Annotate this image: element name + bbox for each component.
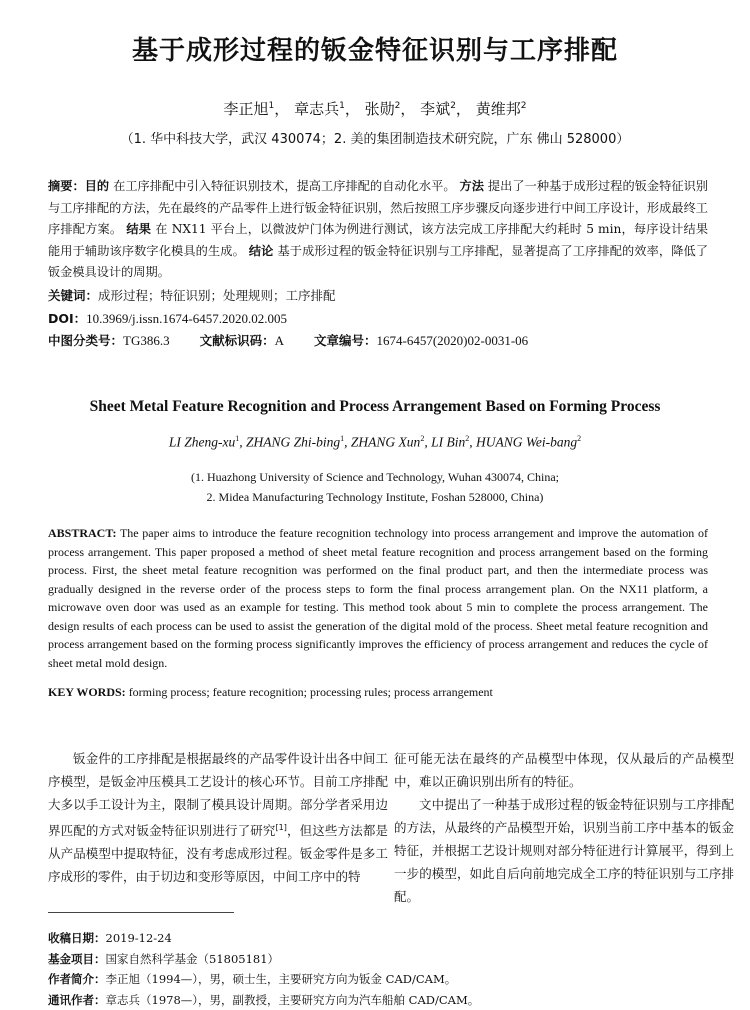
- paper-title-cn: 基于成形过程的钣金特征识别与工序排配: [0, 30, 750, 67]
- affiliation-cn: （1. 华中科技大学，武汉 430074；2. 美的集团制造技术研究院，广东 佛山 528000）: [0, 128, 750, 147]
- footnote-corresponding: [48, 990, 708, 1010]
- clc-label: 中图分类号：: [48, 333, 123, 348]
- result-label: 结果: [126, 222, 151, 236]
- author-affil-mark: 1: [339, 101, 345, 111]
- author-name-cn: 章志兵: [294, 100, 339, 118]
- body-right-column: [394, 747, 734, 908]
- author-separator: ,: [344, 435, 351, 450]
- author-name-en: LI Zheng-xu: [169, 435, 235, 450]
- doc-code-value: A: [275, 333, 284, 348]
- author-name-en: ZHANG Zhi-bing: [246, 435, 340, 450]
- affiliation-en-line-1: (1. Huazhong University of Science and Technology, Wuhan 430074, China;: [0, 470, 750, 485]
- footnote-label: 通讯作者：: [48, 993, 106, 1007]
- author-list-en: [0, 434, 750, 451]
- footnote-label: 作者简介：: [48, 972, 106, 986]
- author-name-en: HUANG Wei-bang: [476, 435, 577, 450]
- author-affil-mark: 2: [395, 101, 401, 111]
- footnote-divider: [48, 912, 234, 913]
- body-paragraph: 征可能无法在最终的产品模型中体现，仅从最后的产品模型中，难以正确识别出所有的特征。: [394, 747, 734, 793]
- method-text: 提出了一种基于成形过程的钣金特征识别与工序排配的方法，先在最终的产品零件上进行钣金特征识别，然后按照工序步骤反向逐步进行中间工序设计，形成最终工序排配方案。: [48, 179, 708, 236]
- article-number-value: 1674-6457(2020)02-0031-06: [377, 333, 529, 348]
- keywords-en-label: KEY WORDS:: [48, 685, 126, 699]
- author-name-cn: 张勋: [365, 100, 395, 118]
- author-name-en: LI Bin: [431, 435, 465, 450]
- abstract-label: 摘要：: [48, 179, 85, 193]
- abstract-en: [48, 524, 708, 672]
- author-separator: ，: [400, 100, 415, 118]
- keywords-value: 成形过程；特征识别；处理规则；工序排配: [98, 288, 336, 303]
- abstract-en-label: ABSTRACT:: [48, 526, 116, 540]
- footnote-value: 2019-12-24: [106, 931, 172, 945]
- author-affil-mark: 2: [450, 101, 456, 111]
- footnote-value: 李正旭（1994—），男，硕士生，主要研究方向为钣金 CAD/CAM。: [106, 972, 457, 986]
- article-number-label: 文章编号：: [314, 333, 377, 348]
- footnote-value: 章志兵（1978—），男，副教授，主要研究方向为汽车船舶 CAD/CAM。: [106, 993, 480, 1007]
- body-text: 钣金件的工序排配是根据最终的产品零件设计出各中间工序模型，是钣金冲压模具工艺设计的核心环节。目前工序排配大多以手工设计为主，限制了模具设计周期。部分学者采用边界匹配的方式对钣金特征识别进行了研究: [48, 751, 388, 838]
- keywords-en-value: forming process; feature recognition; processing rules; process arrangement: [129, 685, 493, 699]
- doi-label: DOI：: [48, 311, 86, 326]
- footnote-author-bio: [48, 969, 708, 990]
- footnote-label: 基金项目：: [48, 952, 106, 966]
- keywords-cn: [48, 286, 708, 304]
- author-name-cn: 李正旭: [224, 100, 269, 118]
- citation-ref: [1]: [276, 823, 287, 832]
- clc-value: TG386.3: [123, 333, 170, 348]
- doi-line: [48, 309, 708, 327]
- author-list-cn: [0, 98, 750, 119]
- footnotes: [48, 928, 708, 1010]
- conclusion-label: 结论: [249, 244, 274, 258]
- doc-code-label: 文献标识码：: [200, 333, 275, 348]
- affiliation-en-line-2: 2. Midea Manufacturing Technology Institute, Foshan 528000, China): [0, 490, 750, 505]
- body-paragraph: 文中提出了一种基于成形过程的钣金特征识别与工序排配的方法，从最终的产品模型开始，识别当前工序中基本的钣金特征，并根据工艺设计规则对部分特征进行计算展平，得到上一步的模型，如此自后向前地完成全工序的特征识别与工序排配。: [394, 793, 734, 908]
- body-paragraph: [48, 747, 388, 888]
- footnote-label: 收稿日期：: [48, 931, 106, 945]
- footnote-value: 国家自然科学基金（51805181）: [106, 952, 280, 966]
- author-separator: ，: [345, 100, 360, 118]
- author-separator: ，: [456, 100, 471, 118]
- author-affil-mark: 1: [269, 101, 275, 111]
- doi-value: 10.3969/j.issn.1674-6457.2020.02.005: [86, 311, 287, 326]
- author-separator: ，: [274, 100, 289, 118]
- body-text: ，但这些方法都是从产品模型中提取特征，没有考虑成形过程。钣金零件是多工序成形的零件，由于切边和变形等原因，中间工序中的特: [48, 823, 388, 884]
- author-affil-mark: 1: [235, 434, 239, 443]
- author-separator: ,: [239, 435, 246, 450]
- abstract-cn: [48, 176, 708, 284]
- author-separator: ,: [469, 435, 476, 450]
- classification-line: [48, 331, 708, 349]
- method-label: 方法: [460, 179, 484, 193]
- author-affil-mark: 1: [340, 434, 344, 443]
- objective-label: 目的: [85, 179, 109, 193]
- author-affil-mark: 2: [521, 101, 527, 111]
- footnote-received: [48, 928, 708, 949]
- paper-title-en: Sheet Metal Feature Recognition and Process Arrangement Based on Forming Process: [0, 398, 750, 416]
- author-affil-mark: 2: [465, 434, 469, 443]
- body-left-column: [48, 747, 388, 888]
- author-affil-mark: 2: [420, 434, 424, 443]
- author-name-cn: 李斌: [420, 100, 450, 118]
- author-affil-mark: 2: [577, 434, 581, 443]
- keywords-label: 关键词：: [48, 288, 98, 303]
- footnote-fund: [48, 949, 708, 970]
- author-name-en: ZHANG Xun: [351, 435, 420, 450]
- keywords-en: [48, 685, 708, 700]
- result-text: 在 NX11 平台上，以微波炉门体为例进行测试，该方法完成工序排配大约耗时 5 min，每序设计结果能用于辅助该序数字化模具的生成。: [48, 222, 708, 258]
- author-name-cn: 黄维邦: [476, 100, 521, 118]
- abstract-en-text: The paper aims to introduce the feature recognition technology into process arrangement and improve the automation of process arrangement. This paper proposed a method of sheet metal feature recognition and process arrangement based on the forming process. First, the sheet metal feature recognition was performed on the final product part, and then the intermediate process was gradually designed in the reverse order of the process steps to form the final process arrangement plan. On the NX11 platform, a microwave oven door was used as an example for testing. This method took about 5 min to complete the process arrangement. The design results of each process can be used to assist the generation of the digital mold of the process. Sheet metal feature recognition and process arrangement based on the forming process significantly improves the efficiency of process arrangement and reduces the cycle of sheet metal mold design.: [48, 526, 708, 670]
- objective-text: 在工序排配中引入特征识别技术，提高工序排配的自动化水平。: [113, 179, 456, 193]
- conclusion-text: 基于成形过程的钣金特征识别与工序排配，显著提高了工序排配的效率，降低了钣金模具设计的周期。: [48, 244, 708, 280]
- author-separator: ,: [424, 435, 431, 450]
